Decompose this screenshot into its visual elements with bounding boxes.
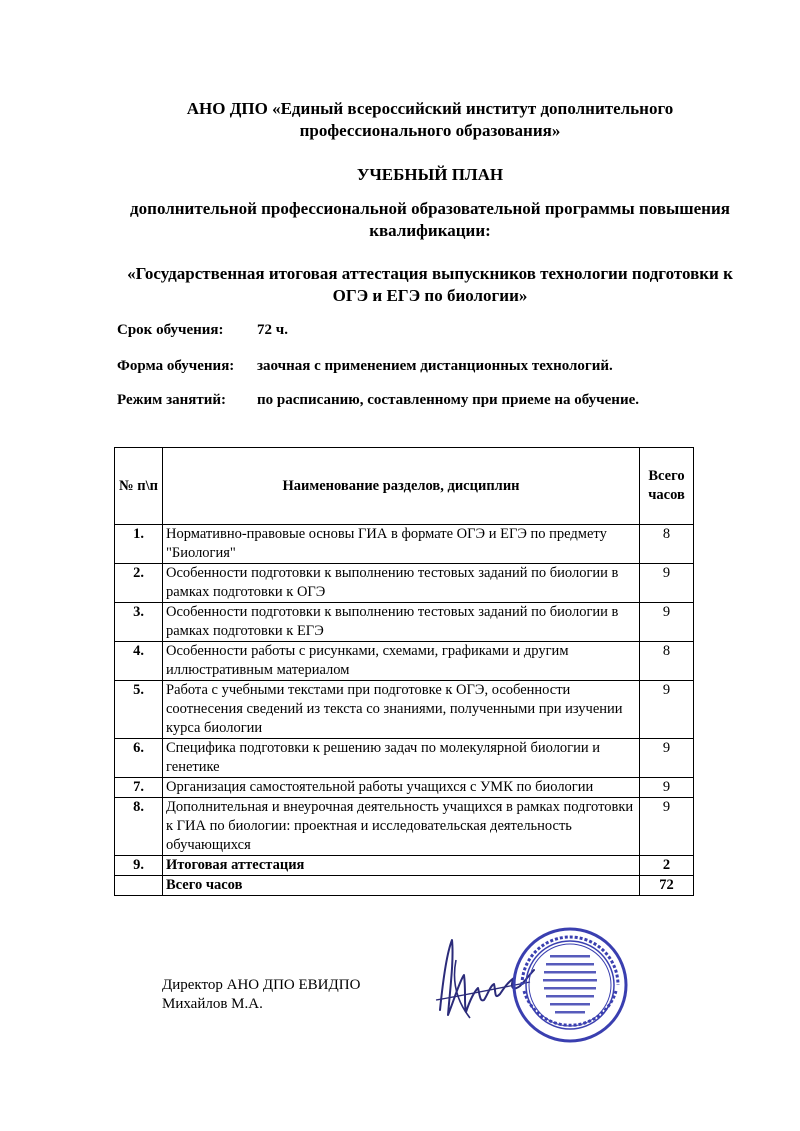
organization-name: АНО ДПО «Единый всероссийский институт дополнительного профессионального образования»: [186, 99, 674, 140]
row-hours: 9: [640, 603, 694, 642]
total-label: Всего часов: [163, 876, 640, 896]
table-row: [115, 564, 694, 603]
row-name: Особенности работы с рисунками, схемами, графиками и другим иллюстративным материалом: [163, 642, 640, 681]
table-row: [115, 778, 694, 798]
table-row: [115, 603, 694, 642]
mode-row: [117, 392, 639, 409]
official-stamp: [510, 925, 630, 1045]
total-hours: 72: [640, 876, 694, 896]
row-number: 6.: [115, 739, 163, 778]
header-name: Наименование разделов, дисциплин: [163, 448, 640, 525]
row-name: Дополнительная и внеурочная деятельность учащихся в рамках подготовки к ГИА по биологии: проектная и исследовательская деятельность обучающихся: [163, 798, 640, 856]
row-name: Нормативно-правовые основы ГИА в формате ОГЭ и ЕГЭ по предмету "Биология": [163, 525, 640, 564]
document-subtitle: дополнительной профессиональной образовательной программы повышения квалификации:: [130, 199, 730, 240]
row-hours: 9: [640, 564, 694, 603]
header-hours: Всего часов: [640, 448, 694, 525]
row-number: 4.: [115, 642, 163, 681]
row-number: 2.: [115, 564, 163, 603]
header-number: № п\п: [115, 448, 163, 525]
table-row: [115, 525, 694, 564]
program-name: «Государственная итоговая аттестация выпускников технологии подготовки к ОГЭ и ЕГЭ по биологии»: [127, 264, 733, 305]
director-position: Директор АНО ДПО ЕВИДПО: [162, 977, 361, 993]
row-name: Особенности подготовки к выполнению тестовых заданий по биологии в рамках подготовки к ОГЭ: [163, 564, 640, 603]
row-number: 9.: [115, 856, 163, 876]
duration-label: Срок обучения:: [117, 322, 224, 338]
document-title: УЧЕБНЫЙ ПЛАН: [356, 165, 504, 184]
row-name: Специфика подготовки к решению задач по молекулярной биологии и генетике: [163, 739, 640, 778]
row-number: 8.: [115, 798, 163, 856]
row-name: Итоговая аттестация: [163, 856, 640, 876]
form-row: [117, 358, 613, 375]
row-name: Особенности подготовки к выполнению тестовых заданий по биологии в рамках подготовки к ЕГЭ: [163, 603, 640, 642]
row-number: 7.: [115, 778, 163, 798]
row-name: Работа с учебными текстами при подготовке к ОГЭ, особенности соотнесения сведений из текста со знаниями, полученными при изучении курса биологии: [163, 681, 640, 739]
duration-value: 72 ч.: [257, 322, 288, 338]
form-label: Форма обучения:: [117, 358, 235, 374]
curriculum-table: [114, 447, 694, 896]
row-hours: 2: [640, 856, 694, 876]
table-row: [115, 739, 694, 778]
row-hours: 9: [640, 778, 694, 798]
table-row: [115, 681, 694, 739]
row-hours: 8: [640, 525, 694, 564]
table-row-total: [115, 876, 694, 896]
table-header-row: [115, 448, 694, 525]
mode-value: по расписанию, составленному при приеме на обучение.: [257, 392, 639, 408]
row-number: 3.: [115, 603, 163, 642]
row-hours: 9: [640, 798, 694, 856]
row-number: 5.: [115, 681, 163, 739]
row-name: Организация самостоятельной работы учащихся с УМК по биологии: [163, 778, 640, 798]
table-row: [115, 642, 694, 681]
signature-block: [162, 976, 360, 1014]
mode-label: Режим занятий:: [117, 392, 227, 408]
row-hours: 9: [640, 739, 694, 778]
director-name: Михайлов М.А.: [162, 996, 263, 1012]
form-value: заочная с применением дистанционных технологий.: [257, 358, 613, 374]
duration-row: [117, 322, 288, 339]
table-row: [115, 798, 694, 856]
table-row-final-attestation: [115, 856, 694, 876]
row-hours: 8: [640, 642, 694, 681]
total-empty-cell: [115, 876, 163, 896]
row-hours: 9: [640, 681, 694, 739]
row-number: 1.: [115, 525, 163, 564]
